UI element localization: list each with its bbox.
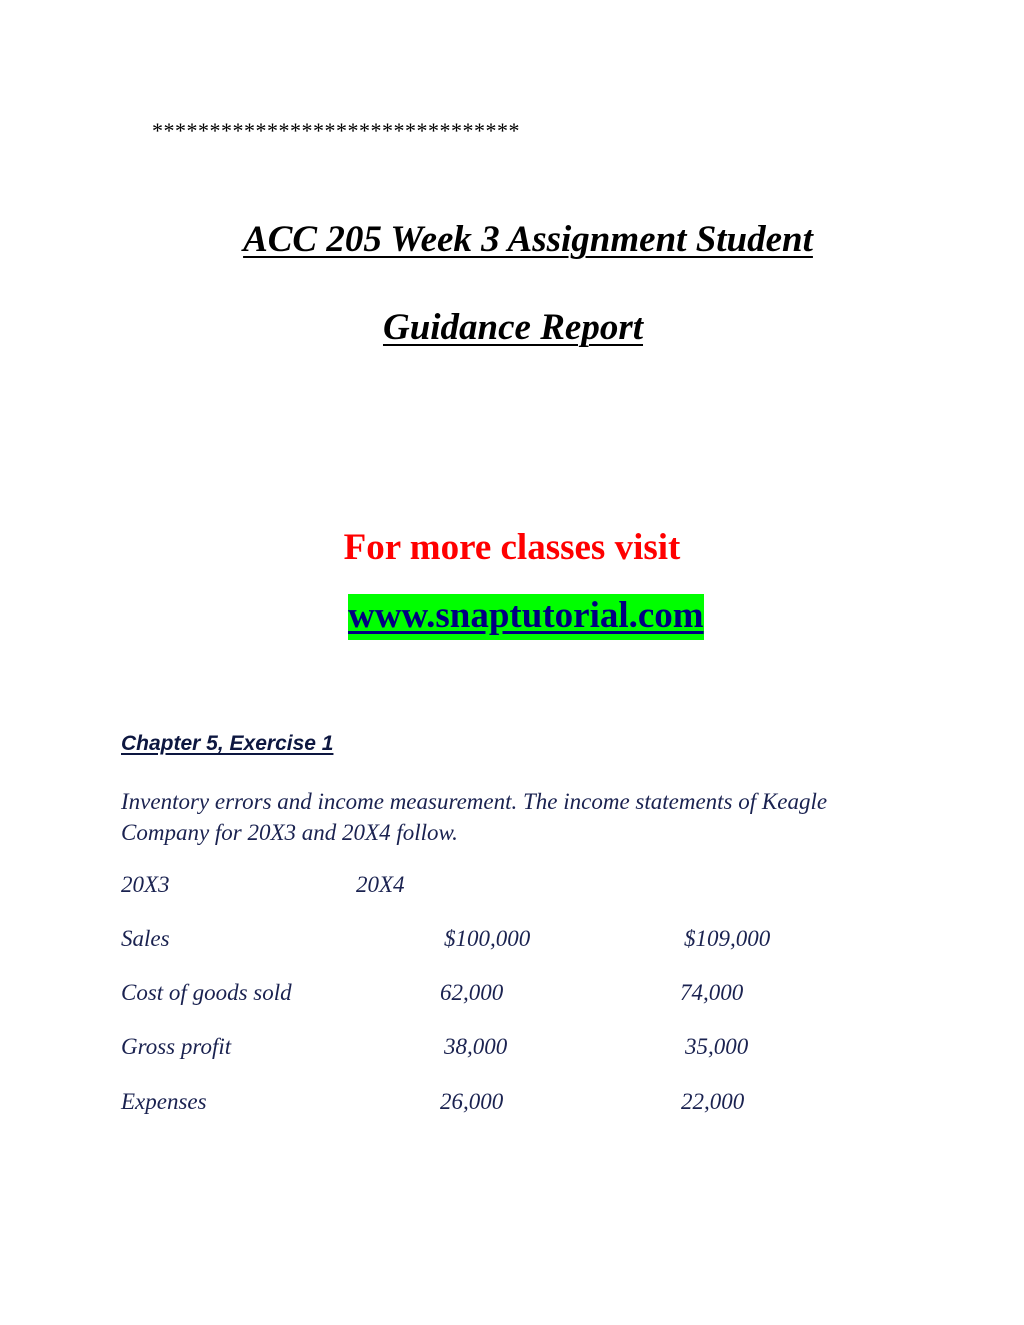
row-label-expenses: Expenses [121,1089,207,1114]
row-label-gross-profit: Gross profit [121,1034,232,1059]
row-value-gross-profit-20x3: 38,000 [444,1034,508,1059]
row-value-expenses-20x3: 26,000 [440,1089,504,1114]
promo-visit-text: For more classes visit [343,527,681,568]
row-value-sales-20x3: $100,000 [444,926,531,951]
row-value-cogs-20x4: 74,000 [680,980,744,1005]
row-label-sales: Sales [121,926,170,951]
row-value-gross-profit-20x4: 35,000 [685,1034,749,1059]
promo-link[interactable]: www.snaptutorial.com [348,594,704,640]
document-title-line-2: Guidance Report [382,307,644,348]
document-title-line-1: ACC 205 Week 3 Assignment Student [243,219,813,260]
row-value-sales-20x4: $109,000 [684,926,771,951]
promo-link-container [348,594,704,640]
row-value-cogs-20x3: 62,000 [440,980,504,1005]
row-label-cogs: Cost of goods sold [121,980,292,1005]
year-header-20x3: 20X3 [121,872,170,897]
exercise-intro: Inventory errors and income measurement. The income statements of Keagle Company for 20X3 and 20X4 follow. [121,789,828,845]
row-value-expenses-20x4: 22,000 [681,1089,745,1114]
exercise-heading: Chapter 5, Exercise 1 [121,732,334,755]
separator-stars: ******************************** [152,118,520,143]
year-header-20x4: 20X4 [356,872,405,897]
